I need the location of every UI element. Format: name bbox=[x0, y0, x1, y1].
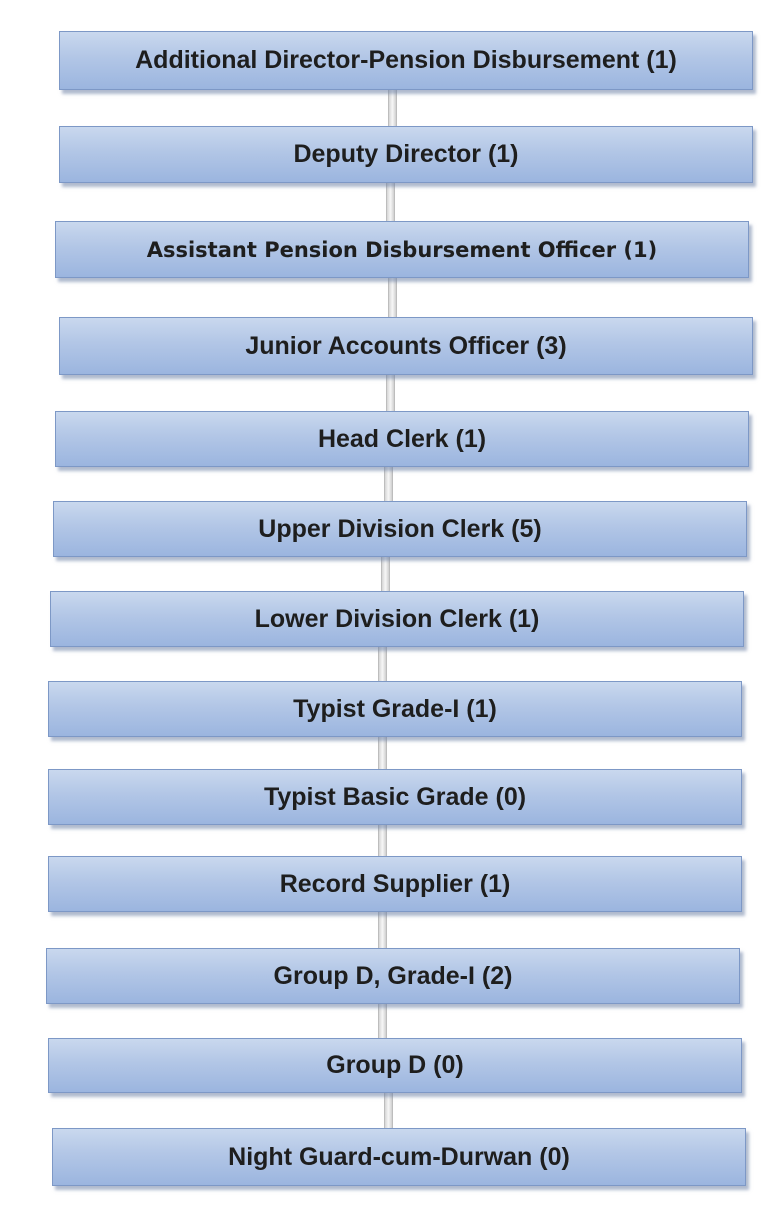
position-box-upper-division-clerk bbox=[53, 501, 747, 557]
position-box-lower-division-clerk bbox=[50, 591, 744, 647]
position-label: Additional Director-Pension Disbursement (1) bbox=[135, 46, 677, 74]
connector bbox=[378, 647, 387, 681]
connector bbox=[388, 90, 397, 126]
connector bbox=[388, 278, 397, 317]
position-box-deputy-director bbox=[59, 126, 753, 183]
position-label: Typist Basic Grade (0) bbox=[263, 782, 527, 811]
position-box-typist-grade-i bbox=[48, 681, 742, 737]
connector bbox=[378, 737, 387, 769]
connector bbox=[378, 1004, 387, 1038]
position-label: Head Clerk (1) bbox=[317, 424, 487, 453]
position-box-junior-accounts-officer bbox=[59, 317, 753, 375]
position-box-night-guard-cum-durwan bbox=[52, 1128, 746, 1186]
position-box-typist-basic-grade bbox=[48, 769, 742, 825]
position-label: Group D (0) bbox=[326, 1051, 464, 1079]
position-label: Typist Grade-I (1) bbox=[293, 694, 497, 723]
position-label: Lower Division Clerk (1) bbox=[254, 604, 540, 633]
connector bbox=[378, 912, 387, 948]
position-box-assistant-pension-disbursement-officer bbox=[55, 221, 749, 278]
connector bbox=[384, 467, 393, 501]
position-label: Upper Division Clerk (5) bbox=[258, 514, 542, 543]
position-box-additional-director bbox=[59, 31, 753, 90]
connector bbox=[384, 1093, 393, 1128]
position-label: Junior Accounts Officer (3) bbox=[245, 331, 567, 360]
position-box-head-clerk bbox=[55, 411, 749, 467]
position-label: Night Guard-cum-Durwan (0) bbox=[228, 1142, 570, 1171]
connector bbox=[386, 183, 395, 221]
position-label: Record Supplier (1) bbox=[279, 869, 511, 898]
position-box-group-d bbox=[48, 1038, 742, 1093]
position-label: Assistant Pension Disbursement Officer (1) bbox=[146, 237, 658, 262]
connector bbox=[378, 825, 387, 856]
position-box-record-supplier bbox=[48, 856, 742, 912]
position-label: Deputy Director (1) bbox=[293, 140, 519, 168]
position-label: Group D, Grade-I (2) bbox=[273, 961, 513, 990]
position-box-group-d-grade-i bbox=[46, 948, 740, 1004]
connector bbox=[386, 375, 395, 411]
connector bbox=[381, 557, 390, 591]
